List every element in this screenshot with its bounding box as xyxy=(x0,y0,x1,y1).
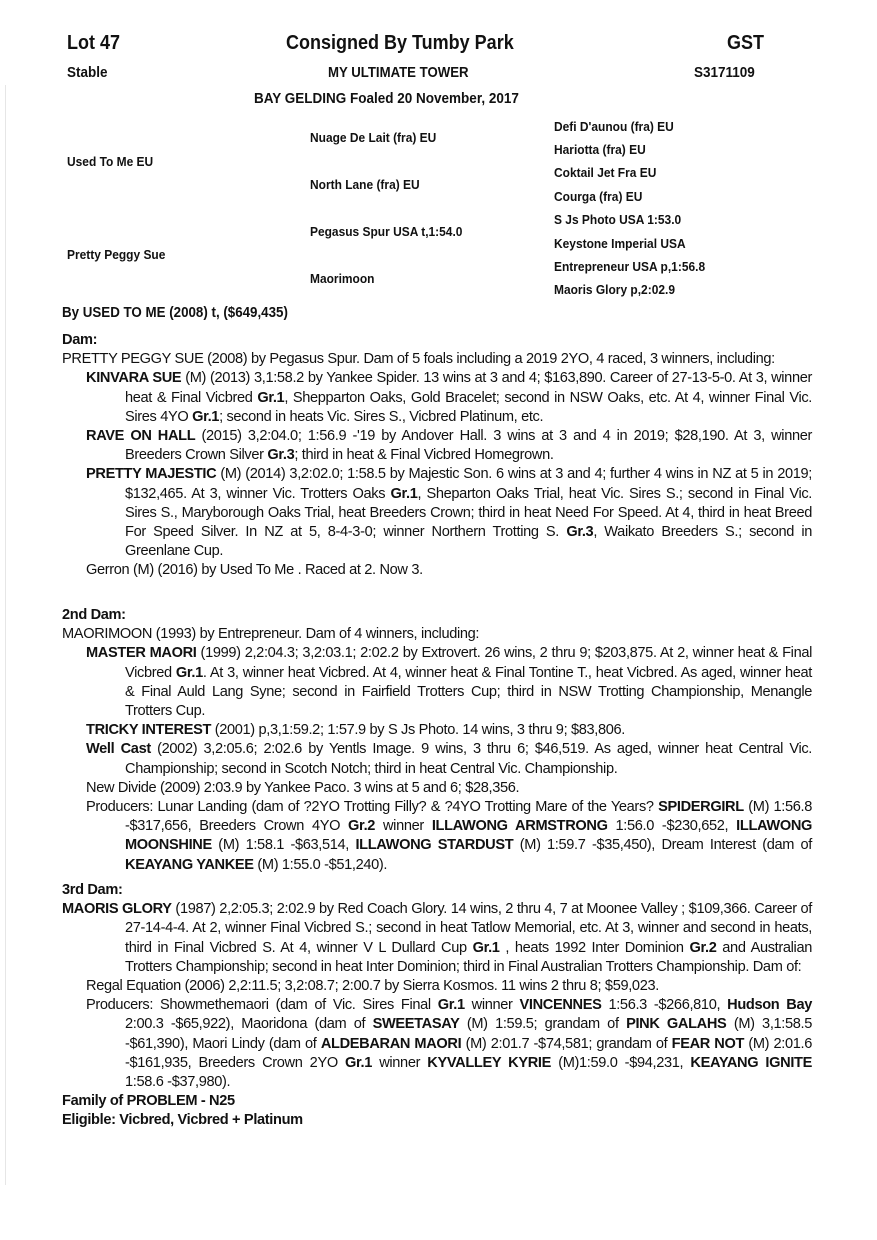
second-dam-section xyxy=(62,606,812,875)
producers-text: 2:00.3 -$65,922), Maoridona (dam of xyxy=(125,1016,373,1033)
producers-text: (M) 1:59.5; grandam of xyxy=(459,1016,627,1033)
progeny-text: Gerron (M) (2016) by Used To Me . Raced at 2. Now 3. xyxy=(86,562,423,579)
producers-text: (M) 1:59.7 -$35,450), Dream Interest (dam of xyxy=(513,837,813,854)
producers-text: (M) 2:01.7 -$74,581; grandam of xyxy=(461,1035,672,1052)
horse-description-text: BAY GELDING Foaled 20 November, 2017 xyxy=(254,90,519,107)
producers-text: 1:58.6 -$37,980). xyxy=(125,1074,231,1091)
producer-offspring-name: VINCENNES xyxy=(519,997,602,1014)
producer-offspring-name: ILLAWONG STARDUST xyxy=(355,837,514,854)
pedigree-dam-sire xyxy=(310,224,476,239)
progeny-name: KINVARA SUE xyxy=(86,370,182,387)
progeny-entry: Regal Equation (2006) 2,2:11.5; 3,2:08.7; 2:00.7 by Sierra Kosmos. 11 wins 2 thru 8; $59,023. xyxy=(86,978,659,995)
producers-text: winner xyxy=(464,997,520,1014)
progeny-entry xyxy=(62,721,812,740)
pedigree-dam-dam-text: Maorimoon xyxy=(310,271,375,286)
progeny-name: TRICKY INTEREST xyxy=(86,722,212,739)
progeny-text: (1999) 2,2:04.3; 3,2:03.1; 2:02.2 by Extrovert. 26 wins, 2 thru 9; $203,875. At 2, winner heat & Final Vicbred xyxy=(125,645,812,681)
pedigree-gen3 xyxy=(554,119,684,134)
progeny-text: (2001) p,3,1:59.2; 1:57.9 by S Js Photo. 14 wins, 3 thru 9; $83,806. xyxy=(211,722,625,739)
progeny-entry xyxy=(62,561,812,580)
group-race-badge: Gr.1 xyxy=(472,939,500,956)
lot-number xyxy=(67,32,126,55)
progeny-text: . At 3, winner heat Vicbred. At 4, winner heat & Final Tontine T., heat Vicbred. As aged, winner heat & Final Auld Lang Syne; second in Fairfield Trotters Cup; third in NSW Trotting Championship, Menangle Trotters Cup. xyxy=(125,664,812,720)
group-race-badge: Gr.1 xyxy=(437,997,465,1014)
group-race-badge: Gr.2 xyxy=(348,818,376,835)
producer-offspring-name: SWEETASAY xyxy=(372,1016,460,1033)
family-line: Family of PROBLEM - N25 xyxy=(62,1093,235,1110)
producers-text: (M) 2:01.6 -$161,935, Breeders Crown 2YO xyxy=(125,1035,812,1071)
producer-offspring-name: SPIDERGIRL xyxy=(658,799,744,816)
progeny-entry xyxy=(62,644,812,721)
progeny-entry xyxy=(62,740,812,778)
progeny-name: MASTER MAORI xyxy=(86,645,197,662)
progeny-text: ; third in heat & Final Vicbred Homegrown. xyxy=(294,447,554,464)
third-dam-intro xyxy=(62,900,812,977)
pedigree-gen3-text: Courga (fra) EU xyxy=(554,189,643,204)
progeny-text: (M) (2014) 3,2:02.0; 1:58.5 by Majestic Son. 6 wins at 3 and 4; further 4 wins in NZ at 5 in 2019; $132,465. At 3, winner Vic. Trotters Oaks xyxy=(125,466,813,502)
second-dam-heading: 2nd Dam: xyxy=(62,607,126,623)
pedigree-gen3-text: Defi D'aunou (fra) EU xyxy=(554,119,674,134)
second-dam-intro: MAORIMOON (1993) by Entrepreneur. Dam of 4 winners, including: xyxy=(62,626,480,643)
producers-text: (M) 1:55.0 -$51,240). xyxy=(253,856,388,873)
producers-text: winner xyxy=(375,818,432,835)
group-race-badge: Gr.1 xyxy=(175,664,203,681)
pedigree-gen3-text: Coktail Jet Fra EU xyxy=(554,165,657,180)
gst-label xyxy=(727,32,768,55)
horse-name-text: MY ULTIMATE TOWER xyxy=(328,64,469,81)
pedigree-dam-sire-text: Pegasus Spur USA t,1:54.0 xyxy=(310,224,463,239)
dam-intro: PRETTY PEGGY SUE (2008) by Pegasus Spur. Dam of 5 foals including a 2019 2YO, 4 raced, 3 winners, including: xyxy=(62,351,775,368)
progeny-text: (2015) 3,2:04.0; 1:56.9 -'19 by Andover Hall. 3 wins at 3 and 4 in 2019; $28,190. At 3, winner Breeders Crown Silver xyxy=(125,428,813,464)
pedigree-gen3-text: Hariotta (fra) EU xyxy=(554,142,646,157)
group-race-badge: Gr.1 xyxy=(345,1054,373,1071)
progeny-entry xyxy=(62,465,812,561)
progeny-name: RAVE ON HALL xyxy=(86,428,196,445)
third-dam-text: and Australian Trotters Championship; second in heat Inter Dominion; third in Final Australian Trotters Championship. Dam of: xyxy=(125,939,812,975)
third-dam-heading: 3rd Dam: xyxy=(62,882,123,898)
stable-text: Stable xyxy=(67,64,108,81)
producers-text: winner xyxy=(372,1054,428,1071)
third-dam-text: (1987) 2,2:05.3; 2:02.9 by Red Coach Glory. 14 wins, 2 thru 4, 7 at Moonee Valley ; $109,366. Career of 27-14-4-4. At 2, winner Final Vicbred S.; second in heat Tatlow Memorial, etc. At 3, winner and second in heats, third in Final Vicbred S. At 4, winner V L Dullard Cup xyxy=(125,901,812,956)
producer-offspring-name: KYVALLEY KYRIE xyxy=(427,1054,552,1071)
producers-entry xyxy=(62,798,812,875)
progeny-text: , Shepparton Oaks, Gold Bracelet; second in NSW Oaks, etc. At 4, winner Final Vic. Sires 4YO xyxy=(125,389,813,425)
progeny-name: Well Cast xyxy=(86,741,151,758)
pedigree-gen3 xyxy=(554,212,692,227)
producer-offspring-name: KEAYANG IGNITE xyxy=(690,1054,812,1071)
pedigree-sire-sire-text: Nuage De Lait (fra) EU xyxy=(310,130,437,145)
producers-text: 1:56.3 -$266,810, xyxy=(601,997,728,1014)
consignor-text: Consigned By Tumby Park xyxy=(286,32,514,54)
pedigree-dam-text: Pretty Peggy Sue xyxy=(67,247,166,262)
pedigree-sire xyxy=(67,154,161,169)
pedigree-gen3 xyxy=(554,165,665,180)
dam-heading: Dam: xyxy=(62,332,98,348)
producer-offspring-name: ALDEBARAN MAORI xyxy=(320,1035,462,1052)
pedigree-gen3-text: Entrepreneur USA p,1:56.8 xyxy=(554,259,706,274)
producers-entry xyxy=(62,996,812,1092)
progeny-entry xyxy=(62,779,812,798)
pedigree-dam xyxy=(67,247,174,262)
third-dam-name: MAORIS GLORY xyxy=(62,901,172,918)
third-dam-section xyxy=(62,881,812,1131)
pedigree-gen3 xyxy=(554,259,718,274)
third-dam-text: , heats 1992 Inter Dominion xyxy=(499,939,690,956)
progeny-text: New Divide (2009) 2:03.9 by Yankee Paco. 3 wins at 5 and 6; $28,356. xyxy=(86,779,520,796)
progeny-text: , Sheparton Oaks Trial, heat Vic. Sires S.; second in Final Vic. Sires S., Maryborough Oaks Trial, heat Breeders Crown; third in heat Need For Speed. At 4, third in heat Breed For Speed Silver. In NZ at 5, 8-4-3-0; winner Northern Trotting S. xyxy=(125,485,812,541)
producers-text: (M) 1:58.1 -$63,514, xyxy=(211,837,356,854)
pedigree-dam-dam xyxy=(310,271,380,286)
sire-line xyxy=(62,305,308,321)
producers-text: Producers: Showmethemaori (dam of Vic. Sires Final xyxy=(86,997,438,1014)
group-race-badge: Gr.2 xyxy=(689,939,717,956)
progeny-text: ; second in heats Vic. Sires S., Vicbred Platinum, etc. xyxy=(219,408,544,425)
progeny-name: PRETTY MAJESTIC xyxy=(86,466,217,483)
gst-text: GST xyxy=(727,32,765,54)
horse-description xyxy=(254,90,548,107)
progeny-text: (2002) 3,2:05.6; 2:02.6 by Yentls Image. 9 wins, 3 thru 6; $46,519. As aged, winner heat Central Vic. Championship; second in Scotch Notch; third in heat Central Vic. Championship. xyxy=(125,741,812,777)
pedigree-gen3-text: Maoris Glory p,2:02.9 xyxy=(554,282,675,297)
pedigree-sire-sire xyxy=(310,130,447,145)
progeny-text: , Waikato Breeders S.; second in Greenlane Cup. xyxy=(125,524,812,560)
group-race-badge: Gr.1 xyxy=(192,408,220,425)
pedigree-sire-dam xyxy=(310,177,429,192)
pedigree-gen3 xyxy=(554,236,697,251)
lot-number-text: Lot 47 xyxy=(67,32,121,54)
producer-offspring-name: ILLAWONG MOONSHINE xyxy=(125,818,813,854)
pedigree-gen3-text: S Js Photo USA 1:53.0 xyxy=(554,212,682,227)
sire-line-text: By USED TO ME (2008) t, ($649,435) xyxy=(62,305,288,321)
pedigree-gen3 xyxy=(554,282,686,297)
horse-name xyxy=(328,64,488,81)
producer-offspring-name: KEAYANG YANKEE xyxy=(125,856,254,873)
producer-offspring-name: ILLAWONG ARMSTRONG xyxy=(431,818,608,835)
progeny-entry xyxy=(62,427,812,465)
producers-text: (M) 3,1:58.5 -$61,390), Maori Lindy (dam of xyxy=(125,1016,813,1052)
pedigree-gen3 xyxy=(554,142,654,157)
progeny-text: (M) (2013) 3,1:58.2 by Yankee Spider. 13 wins at 3 and 4; $163,890. Career of 27-13-5-0. At 3, winner heat & Final Vicbred xyxy=(125,370,812,406)
consignor xyxy=(286,32,539,55)
producer-offspring-name: PINK GALAHS xyxy=(626,1016,727,1033)
pedigree-sire-dam-text: North Lane (fra) EU xyxy=(310,177,420,192)
dam-section xyxy=(62,331,812,581)
pedigree-gen3 xyxy=(554,189,650,204)
progeny-entry xyxy=(62,369,812,427)
producers-text: (M)1:59.0 -$94,231, xyxy=(551,1054,691,1071)
producers-text: (M) 1:56.8 -$317,656, Breeders Crown 4YO xyxy=(125,799,812,835)
group-race-badge: Gr.1 xyxy=(257,389,285,406)
eligibility-line: Eligible: Vicbred, Vicbred + Platinum xyxy=(62,1112,303,1129)
group-race-badge: Gr.3 xyxy=(566,524,594,541)
producer-offspring-name: FEAR NOT xyxy=(671,1035,745,1052)
group-race-badge: Gr.1 xyxy=(390,485,418,502)
pedigree-gen3-text: Keystone Imperial USA xyxy=(554,236,686,251)
producer-offspring-name: Hudson Bay xyxy=(727,997,813,1014)
page-edge-line xyxy=(5,85,6,1185)
id-code xyxy=(694,64,762,81)
stable-label xyxy=(67,64,112,81)
producers-text: 1:56.0 -$230,652, xyxy=(607,818,737,835)
producers-text: Producers: Lunar Landing (dam of ?2YO Trotting Filly? & ?4YO Trotting Mare of the Years? xyxy=(86,799,659,816)
pedigree-sire-text: Used To Me EU xyxy=(67,154,154,169)
group-race-badge: Gr.3 xyxy=(267,447,295,464)
id-code-text: S3171109 xyxy=(694,64,755,81)
